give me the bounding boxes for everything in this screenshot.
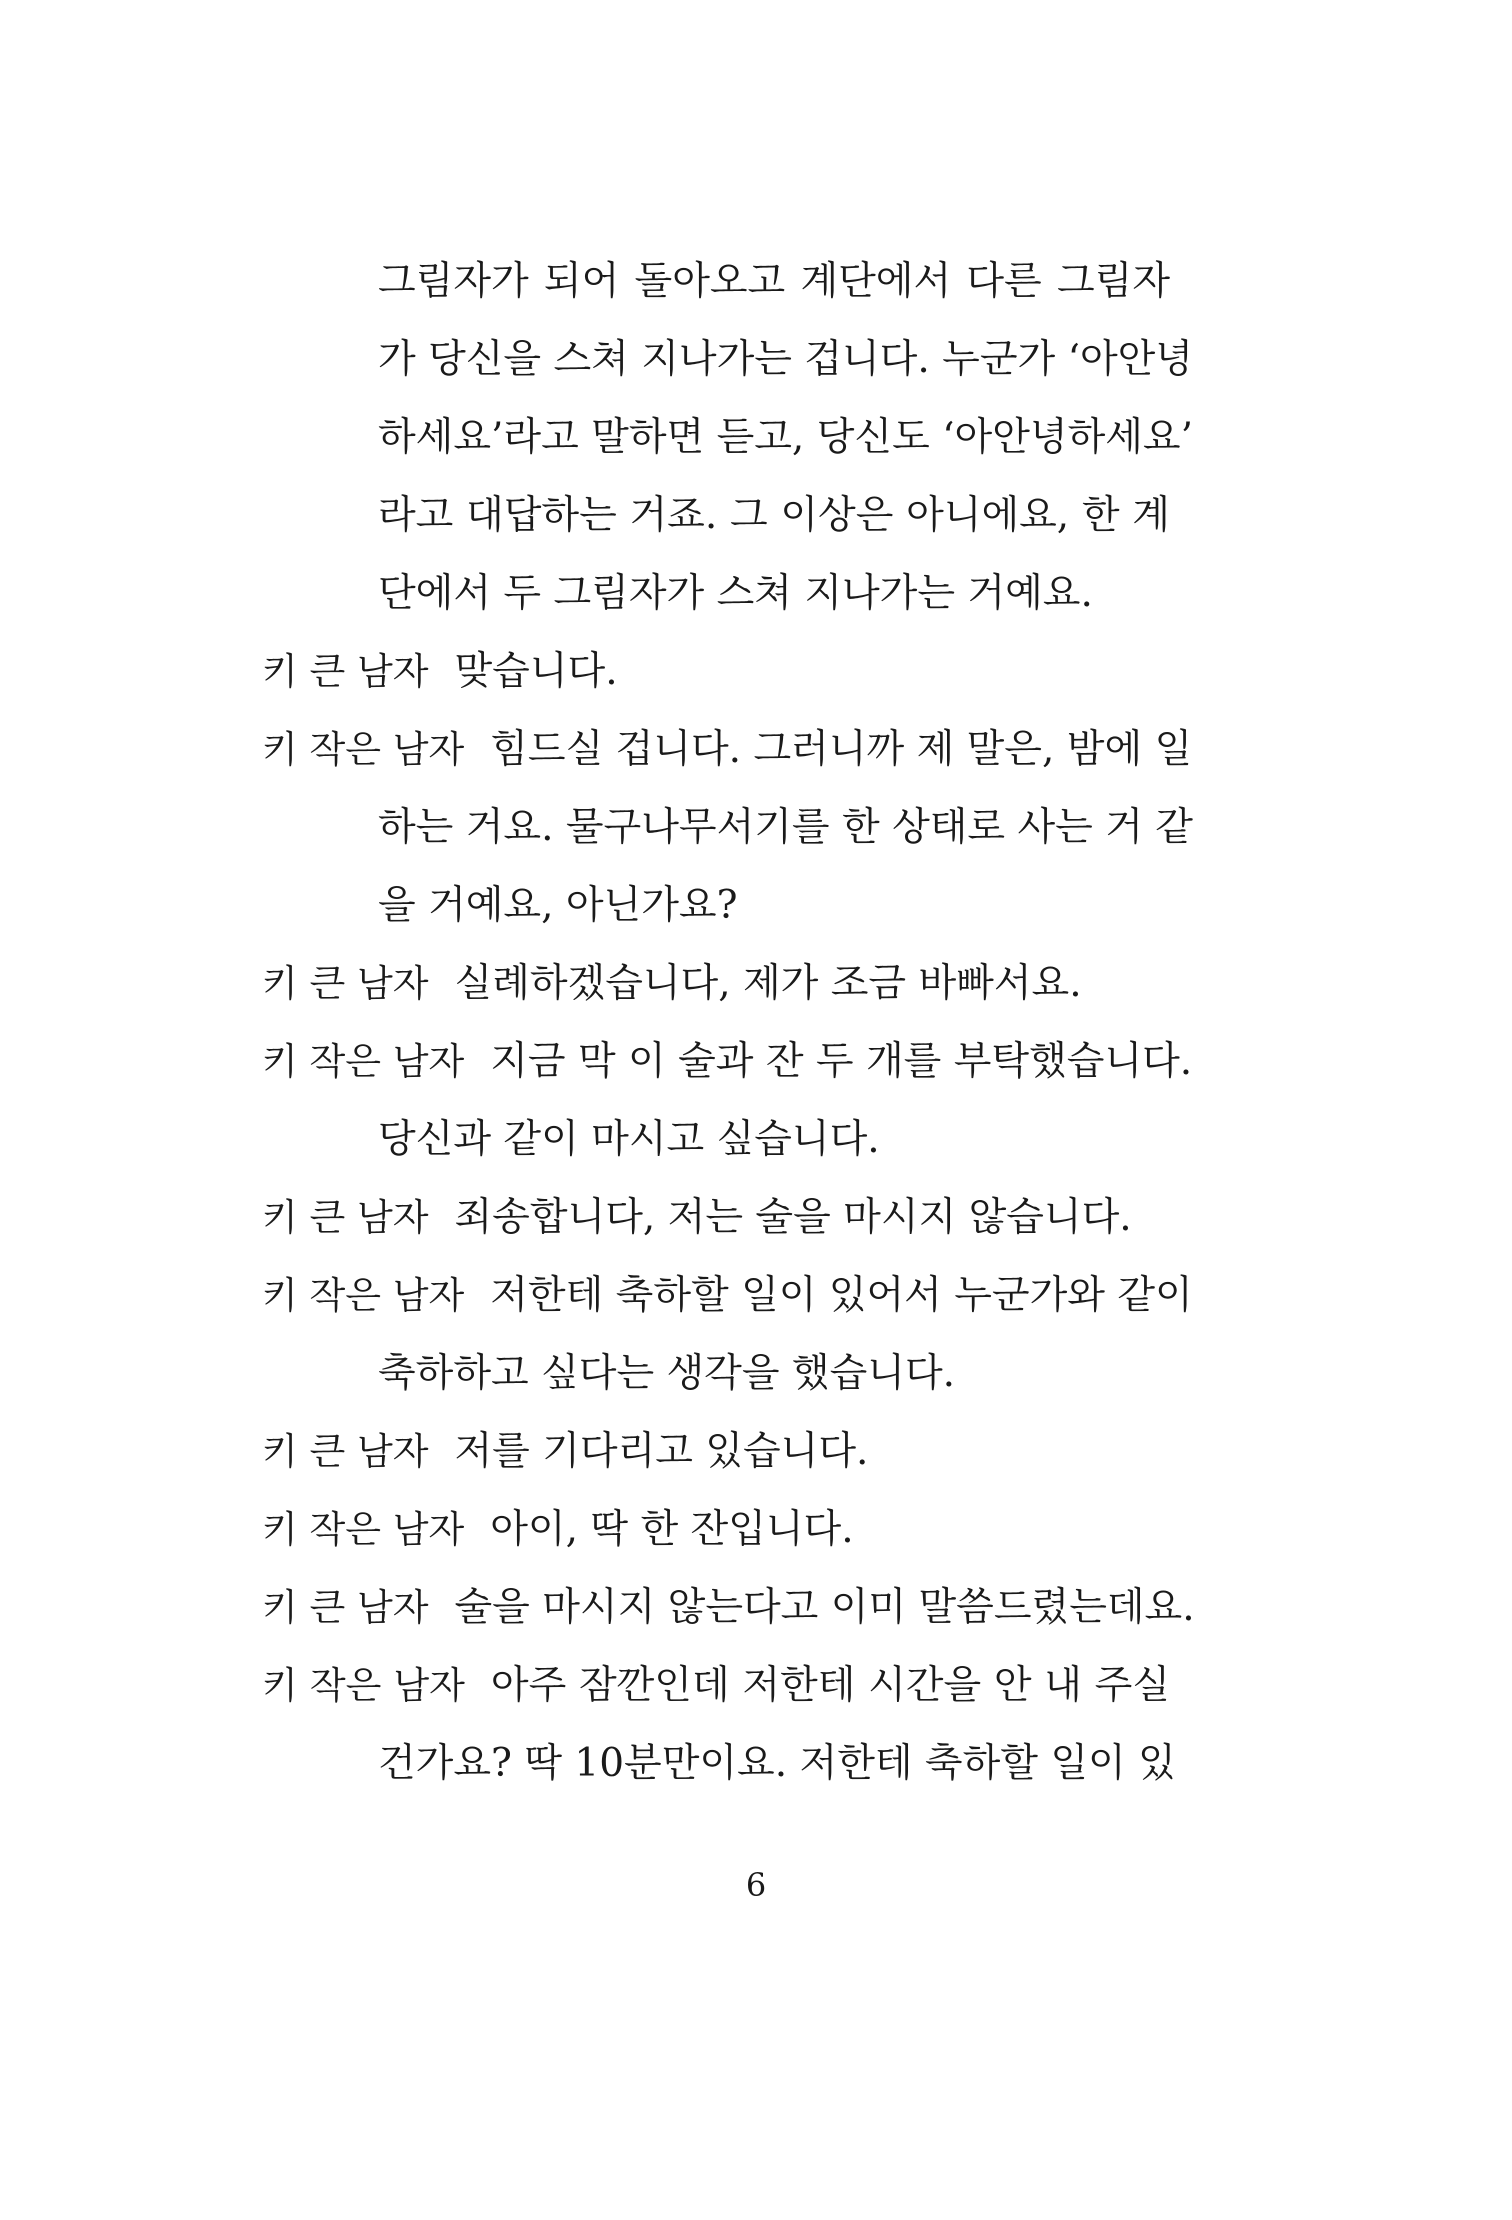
speaker-name: 키 작은 남자 <box>262 1508 465 1551</box>
text-line: 축하하고 싶다는 생각을 했습니다. <box>378 1351 956 1396</box>
dialogue-text: 저한테 축하할 일이 있어서 누군가와 같이 <box>490 1273 1193 1318</box>
speaker-name: 키 작은 남자 <box>262 728 465 771</box>
dialogue-text: 저를 기다리고 있습니다. <box>454 1429 869 1474</box>
dialogue-line <box>262 1504 1170 1556</box>
dialogue-line <box>262 1192 1170 1244</box>
text-line: 라고 대답하는 거죠. 그 이상은 아니에요, 한 계 <box>378 493 1170 538</box>
dialogue-line <box>262 1582 1195 1634</box>
speaker-name: 키 큰 남자 <box>262 1196 429 1239</box>
text-line: 건가요? 딱 10분만이요. 저한테 축하할 일이 있 <box>378 1741 1176 1786</box>
text-line: 하는 거요. 물구나무서기를 한 상태로 사는 거 같 <box>378 805 1193 850</box>
dialogue-text: 아주 잠깐인데 저한테 시간을 안 내 주실 <box>490 1663 1171 1708</box>
dialogue-line <box>262 646 1170 698</box>
page-number: 6 <box>745 1866 767 1904</box>
text-line: 당신과 같이 마시고 싶습니다. <box>378 1117 880 1162</box>
dialogue-line <box>262 1036 1193 1088</box>
dialogue-line <box>262 1660 1170 1712</box>
text-line: 단에서 두 그림자가 스쳐 지나가는 거예요. <box>378 571 1093 616</box>
dialogue-line <box>262 724 1193 776</box>
dialogue-text: 술을 마시지 않는다고 이미 말씀드렸는데요. <box>454 1585 1195 1630</box>
speaker-name: 키 작은 남자 <box>262 1274 465 1317</box>
speaker-name: 키 큰 남자 <box>262 1586 429 1629</box>
speaker-name: 키 큰 남자 <box>262 650 429 693</box>
speaker-name: 키 큰 남자 <box>262 1430 429 1473</box>
dialogue-text: 맞습니다. <box>454 649 618 694</box>
text-line: 가 당신을 스쳐 지나가는 겁니다. 누군가 ‘아안녕 <box>378 337 1193 382</box>
dialogue-text: 죄송합니다, 저는 술을 마시지 않습니다. <box>454 1195 1132 1240</box>
speaker-name: 키 큰 남자 <box>262 962 429 1005</box>
dialogue-text: 힘드실 겁니다. 그러니까 제 말은, 밤에 일 <box>490 727 1193 772</box>
dialogue-line <box>262 958 1170 1010</box>
dialogue-text: 아이, 딱 한 잔입니다. <box>490 1507 854 1552</box>
dialogue-text: 지금 막 이 술과 잔 두 개를 부탁했습니다. <box>490 1039 1193 1084</box>
speaker-name: 키 작은 남자 <box>262 1040 465 1083</box>
text-line: 그림자가 되어 돌아오고 계단에서 다른 그림자 <box>378 259 1170 304</box>
dialogue-line <box>262 1426 1170 1478</box>
text-line: 하세요’라고 말하면 듣고, 당신도 ‘아안녕하세요’ <box>378 415 1193 460</box>
dialogue-text: 실례하겠습니다, 제가 조금 바빠서요. <box>454 961 1082 1006</box>
speaker-name: 키 작은 남자 <box>262 1664 465 1707</box>
text-line: 을 거예요, 아닌가요? <box>378 883 738 928</box>
dialogue-line <box>262 1270 1193 1322</box>
